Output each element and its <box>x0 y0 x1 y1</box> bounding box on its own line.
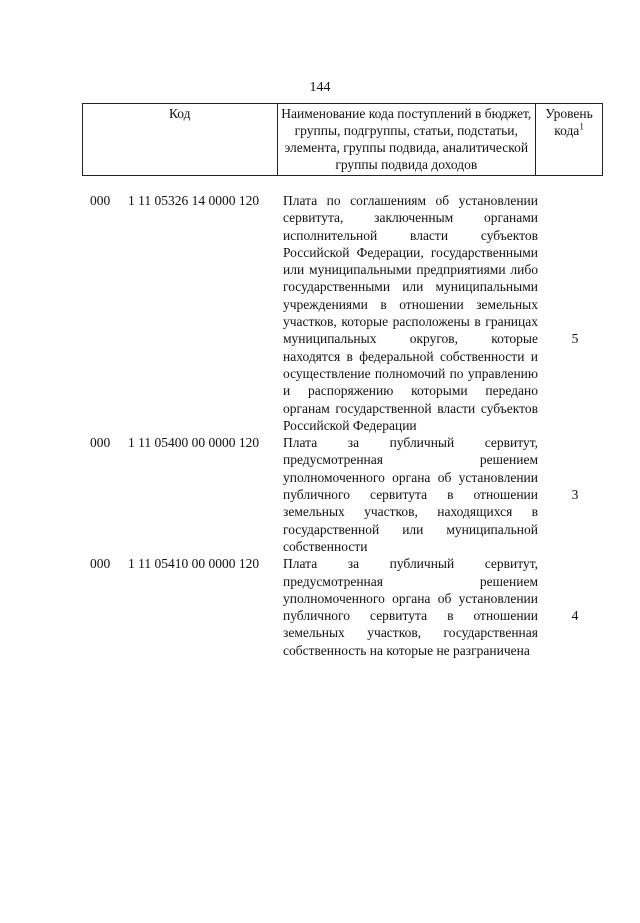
revenue-code: 1 11 05326 14 0000 120 <box>128 193 260 208</box>
revenue-name: Плата по соглашениям об установлении сервитута, заключенным органами исполнительной власти субъектов Российской Федерации, государственными или муниципальными предприятиями либо государственными или муниципальными учреждениями в отношении земельных участков, которые расположены в границах муниципальных округов, которые находятся в федеральной собственности и осуществление полномочий по управлению и распоряжению которыми передано органам государственной власти субъектов Российской Федерации <box>283 193 538 433</box>
header-code: Код <box>83 104 278 176</box>
table-row <box>0 555 640 659</box>
table-body <box>0 192 640 659</box>
code-level: 4 <box>571 608 579 624</box>
revenue-code: 1 11 05400 00 0000 120 <box>128 435 260 451</box>
table-row <box>0 434 640 555</box>
revenue-name: Плата за публичный сервитут, предусмотренная решением уполномоченного органа об установлении публичного сервитута в отношении земельных участков, находящихся в государственной или муниципальной собственности <box>283 435 538 554</box>
header-row <box>83 104 603 176</box>
table-header <box>82 103 603 176</box>
admin-code: 000 <box>90 556 111 572</box>
revenue-name: Плата за публичный сервитут, предусмотренная решением уполномоченного органа об установлении публичного сервитута в отношении земельных участков, государственная собственность на которые не разграничена <box>283 556 538 658</box>
header-level-label: Уровень кода <box>545 106 593 138</box>
revenue-code: 1 11 05410 00 0000 120 <box>128 556 260 572</box>
code-level: 3 <box>571 487 579 503</box>
page-number: 144 <box>309 80 331 95</box>
footnote-marker: 1 <box>579 121 584 132</box>
code-level: 5 <box>571 331 579 346</box>
table-row <box>0 192 640 434</box>
header-level <box>536 104 603 176</box>
header-name: Наименование кода поступлений в бюджет, группы, подгруппы, статьи, подстатьи, элемента, группы подвида, аналитической группы подвида доходов <box>277 104 536 176</box>
admin-code: 000 <box>90 193 111 208</box>
admin-code: 000 <box>90 435 111 451</box>
